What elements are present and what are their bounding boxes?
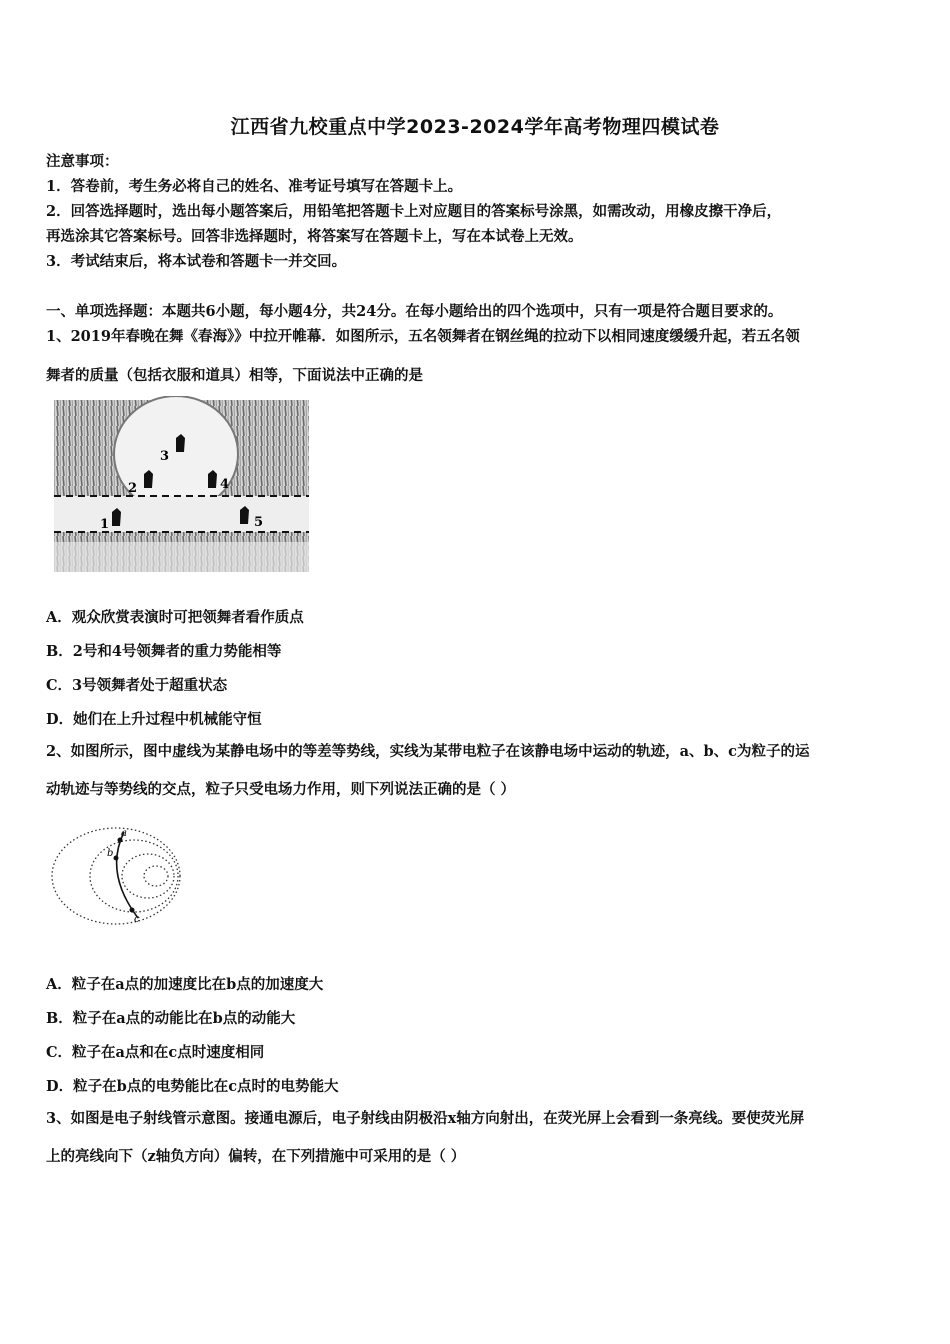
q2-stem-line1: 2、如图所示，图中虚线为某静电场中的等差等势线，实线为某带电粒子在该静电场中运动的轨迹，a、b、c为粒子的运 [46, 743, 810, 760]
q1-option-d[interactable]: D．她们在上升过程中机械能守恒 [46, 711, 262, 728]
dancer-label-1: 1 [100, 517, 110, 532]
q1-stem-line2: 舞者的质量（包括衣服和道具）相等，下面说法中正确的是 [46, 367, 423, 384]
notice-item-1: 1．答卷前，考生务必将自己的姓名、准考证号填写在答题卡上。 [46, 178, 463, 195]
q3-stem-line2: 上的亮线向下（z轴负方向）偏转，在下列措施中可采用的是（ ） [46, 1148, 466, 1165]
page-title: 江西省九校重点中学2023-2024学年高考物理四模试卷 [230, 116, 720, 138]
notice-heading: 注意事项： [46, 153, 119, 170]
q2-option-c[interactable]: C．粒子在a点和在c点时速度相同 [46, 1044, 265, 1061]
q2-option-d[interactable]: D．粒子在b点的电势能比在c点时的电势能大 [46, 1078, 339, 1095]
q2-figure [46, 818, 196, 938]
q2-stem-line2: 动轨迹与等势线的交点，粒子只受电场力作用，则下列说法正确的是（ ） [46, 781, 516, 798]
q1-stem-line1: 1、2019年春晚在舞《春海》》中拉开帷幕．如图所示，五名领舞者在钢丝绳的拉动下以相同速度缓缓升起，若五名领 [46, 328, 800, 345]
point-label-a: a [121, 828, 127, 839]
q3-stem-line1: 3、如图是电子射线管示意图。接通电源后，电子射线由阴极沿x轴方向射出，在荧光屏上会看到一条亮线。要使荧光屏 [46, 1110, 805, 1127]
notice-item-2: 2．回答选择题时，选出每小题答案后，用铅笔把答题卡上对应题目的答案标号涂黑，如需改动，用橡皮擦干净后， [46, 203, 782, 220]
q1-option-b[interactable]: B．2号和4号领舞者的重力势能相等 [46, 643, 282, 660]
q2-option-b[interactable]: B．粒子在a点的动能比在b点的动能大 [46, 1010, 296, 1027]
dancer-label-3: 3 [160, 449, 170, 464]
q1-option-c[interactable]: C．3号领舞者处于超重状态 [46, 677, 228, 694]
q2-option-a[interactable]: A．粒子在a点的加速度比在b点的加速度大 [46, 976, 324, 993]
dancer-label-2: 2 [128, 481, 138, 496]
q1-option-a[interactable]: A．观众欣赏表演时可把领舞者看作质点 [46, 609, 304, 626]
notice-item-2-cont: 再选涂其它答案标号。回答非选择题时，将答案写在答题卡上，写在本试卷上无效。 [46, 228, 583, 245]
point-label-c: c [134, 914, 140, 925]
section-heading: 一、单项选择题：本题共6小题，每小题4分，共24分。在每小题给出的四个选项中，只有一项是符合题目要求的。 [46, 303, 783, 320]
point-label-b: b [107, 848, 114, 859]
notice-item-3: 3．考试结束后，将本试卷和答题卡一并交回。 [46, 253, 347, 270]
dancer-label-5: 5 [254, 515, 264, 530]
dancer-label-4: 4 [220, 477, 230, 492]
q1-figure [44, 396, 314, 576]
